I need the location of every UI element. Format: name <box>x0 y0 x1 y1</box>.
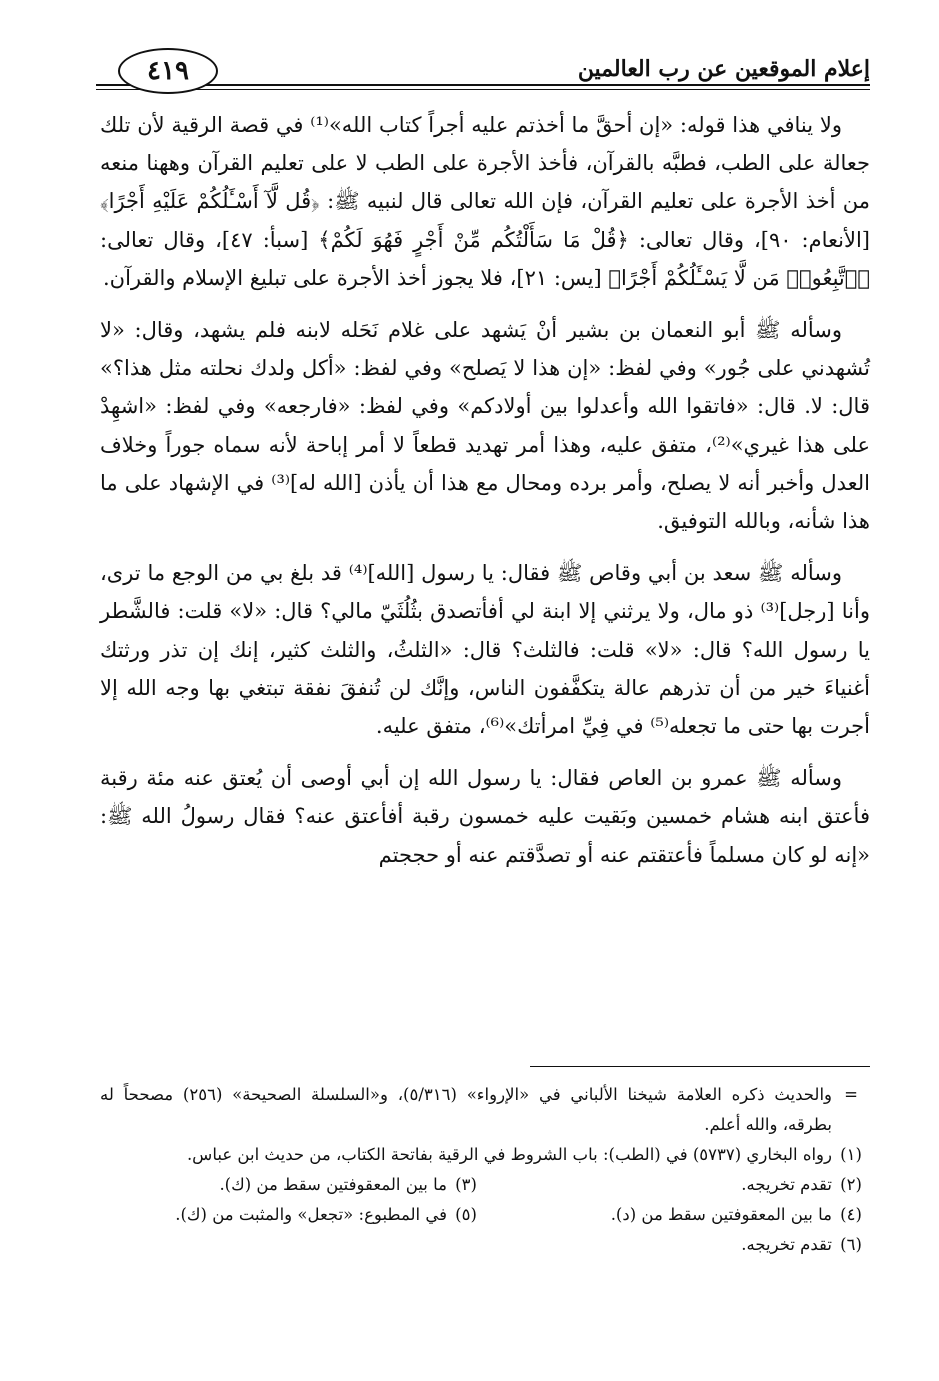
paragraph: ولا ينافي هذا قوله: «إن أحقَّ ما أخذتم عليه أجراً كتاب الله»⁽¹⁾ في قصة الرقية لأن تلك جعالة على الطب، فطبَّه بالقرآن، فأخذ الأجرة على الطب لا على تعليم القرآن وههنا منعه من أخذ الأجرة على تعليم القرآن، فإن الله تعالى قال لنبيه ﷺ: ﴿قُل لَّآ أَسْـَٔلُكُمْ عَلَيْهِ أَجْرًا﴾ [الأنعام: ٩٠]، وقال تعالى: ﴿قُلْ مَا سَأَلْتُكُم مِّنْ أَجْرٍ فَهُوَ لَكُمْ﴾ [سبأ: ٤٧]، وقال تعالى: ﴿ٱتَّبِعُوا۟ مَن لَّا يَسْـَٔلُكُمْ أَجْرًا﴾ [يس: ٢١]، فلا يجوز أخذ الأجرة على تبليغ الإسلام والقرآن. <box>100 113 870 290</box>
footnote-text: والحديث ذكره العلامة شيخنا الألباني في «الإرواء» (٥/٣١٦)، و«السلسلة الصحيحة» (٢٥٦) مصححاً له بطرقه، والله أعلم. <box>100 1085 833 1134</box>
footnote-1 <box>100 1140 870 1170</box>
footnote-text: تقدم تخريجه. <box>741 1235 832 1254</box>
footnote-5 <box>100 1200 485 1230</box>
header-rule <box>96 84 870 86</box>
footnote-marker: (٥) <box>455 1205 477 1224</box>
footnotes <box>100 1080 870 1260</box>
footnote-pair <box>100 1170 870 1200</box>
footnote-6 <box>100 1230 870 1260</box>
footnote-3 <box>100 1170 485 1200</box>
footnote-text: في المطبوع: «تجعل» والمثبت من (ك). <box>175 1205 447 1224</box>
footnote-continuation <box>100 1080 870 1140</box>
page-header <box>96 48 870 100</box>
footnote-4 <box>485 1200 870 1230</box>
book-title: إعلام الموقعين عن رب العالمين <box>577 56 870 82</box>
footnote-text: ما بين المعقوفتين سقط من (ك). <box>219 1175 447 1194</box>
page-number: ٤١٩ <box>118 48 218 94</box>
footnote-separator <box>530 1066 870 1067</box>
footnote-marker: (١) <box>840 1145 862 1164</box>
footnote-marker: (٤) <box>840 1205 862 1224</box>
footnote-marker: (٢) <box>840 1175 862 1194</box>
main-text <box>100 106 870 888</box>
footnote-marker: (٦) <box>840 1235 862 1254</box>
paragraph: وسأله ﷺ عمرو بن العاص فقال: يا رسول الله إن أبي أوصى أن يُعتق عنه مئة رقبة فأعتق ابنه هشام خمسين وبَقيت عليه خمسون رقبة أفأعتق عنه؟ فقال رسولُ الله ﷺ: «إنه لو كان مسلماً فأعتقتم عنه أو تصدَّقتم عنه أو حججتم <box>100 766 870 867</box>
paragraph: وسأله ﷺ سعد بن أبي وقاص ﷺ فقال: يا رسول [الله]⁽⁴⁾ قد بلغ بي من الوجع ما ترى، وأنا [رجل]⁽³⁾ ذو مال، ولا يرثني إلا ابنة لي أفأتصدق بثُلُثَيّ مالي؟ قال: «لا» قلت: فالشَّطر يا رسول الله؟ قال: «لا» قلت: فالثلث؟ قال: «الثلثُ، والثلث كثير، إنك إن تذر ورثتك أغنياءَ خير من أن تذرهم عالة يتكفَّفون الناس، وإنَّك لن تُنفقَ نفقة تبتغي بها وجه الله إلا أجرت بها حتى ما تجعله⁽⁵⁾ في فِيِّ امرأتك»⁽⁶⁾، متفق عليه. <box>100 561 870 739</box>
footnote-pair <box>100 1200 870 1230</box>
footnote-text: رواه البخاري (٥٧٣٧) في (الطب): باب الشروط في الرقية بفاتحة الكتاب، من حديث ابن عباس. <box>186 1145 832 1164</box>
footnote-text: تقدم تخريجه. <box>741 1175 832 1194</box>
footnote-marker: (٣) <box>455 1175 477 1194</box>
footnote-text: ما بين المعقوفتين سقط من (د). <box>610 1205 832 1224</box>
paragraph: وسأله ﷺ أبو النعمان بن بشير أنْ يَشهد على غلام نَحَله لابنه فلم يشهد، وقال: «لا تُشهدني على جُور» وفي لفظ: «إن هذا لا يَصلح» وفي لفظ: «أكل ولدك نحلته مثل هذا؟» قال: لا. قال: «فاتقوا الله وأعدلوا بين أولادكم» وفي لفظ: «فارجعه» وفي لفظ: «اشهِدْ على هذا غيري»⁽²⁾، متفق عليه، وهذا أمر تهديد قطعاً لا أمر إباحة لأنه سماه جوراً وخلاف العدل وأخبر أنه لا يصلح، وأمر برده ومحال مع هذا أن يأذن [الله له]⁽³⁾ في الإشهاد على ما هذا شأنه، وبالله التوفيق. <box>100 318 871 534</box>
header-rule-thin <box>96 89 870 90</box>
footnote-2 <box>485 1170 870 1200</box>
footnote-marker: = <box>844 1085 858 1104</box>
